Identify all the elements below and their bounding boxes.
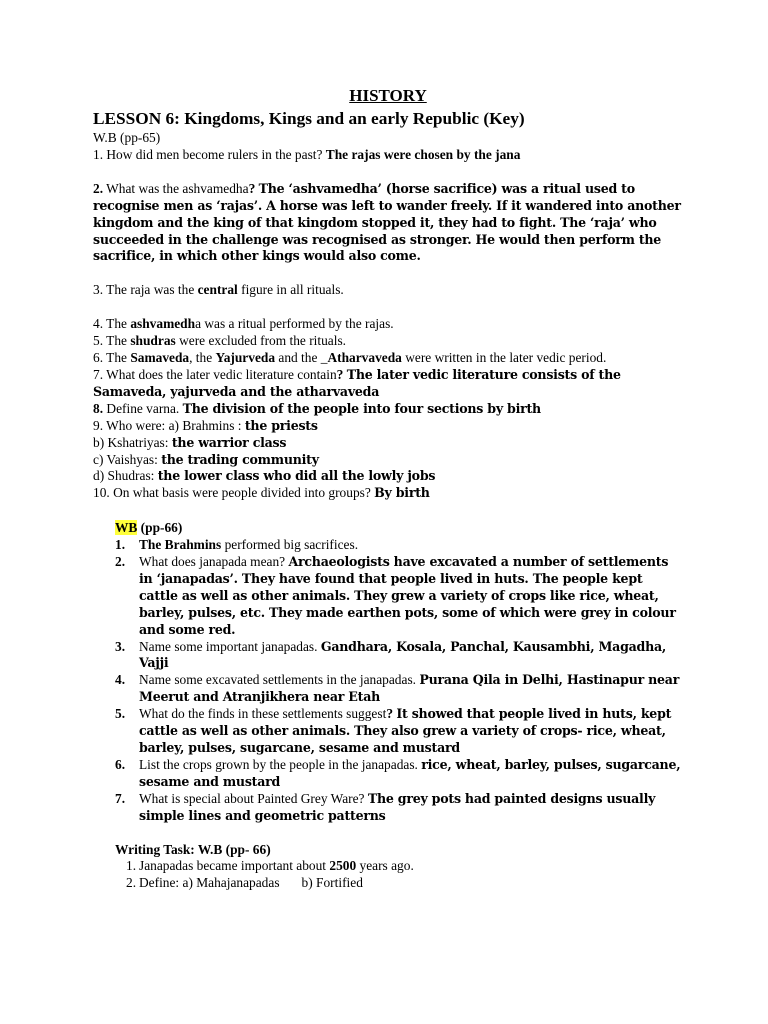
question-text: d) Shudras: bbox=[93, 468, 158, 484]
document-body bbox=[93, 86, 683, 892]
question-number: 2. bbox=[93, 180, 104, 196]
answer-text: the priests bbox=[244, 417, 318, 433]
question-mark: ? bbox=[336, 366, 347, 382]
question-4 bbox=[93, 316, 683, 333]
item-number: 7. bbox=[115, 790, 126, 806]
item-number: 1. bbox=[126, 858, 137, 874]
answer-text: central bbox=[197, 282, 238, 298]
highlighted-label: WB bbox=[115, 520, 138, 536]
question-text: 7. What does the later vedic literature contain bbox=[93, 366, 337, 382]
answer-text: Atharvaveda bbox=[327, 350, 402, 366]
section-page-ref: (pp-66) bbox=[137, 520, 183, 536]
question-text: and the _ bbox=[275, 350, 328, 366]
answer-text: rice, wheat, barley, pulses, sugarcane, sesame and mustard bbox=[139, 756, 681, 789]
list-item bbox=[93, 639, 683, 673]
question-text: What does janapada mean? bbox=[139, 554, 289, 570]
task-text: Janapadas became important about bbox=[139, 858, 330, 874]
answer-text: The rajas were chosen by the jana bbox=[325, 146, 521, 162]
answer-text: The ‘ashvamedha’ (horse sacrifice) was a ritual used to recognise men as ‘rajas’. A horse was left to wander freely. If it wandered into another kingdom and the king of that kingdom stopped it, they had to fight. The ‘raja’ who succeeded in the challenge was recognised as stronger. He would then perform the sacrifice, in which other kings would also come. bbox=[93, 180, 681, 264]
question-text: were written in the later vedic period. bbox=[401, 350, 607, 366]
question-text: performed big sacrifices. bbox=[221, 537, 359, 553]
item-number: 4. bbox=[115, 672, 126, 688]
list-item bbox=[93, 858, 683, 875]
question-text: What was the ashvamedha bbox=[103, 180, 249, 196]
answer-text: The grey pots had painted designs usually simple lines and geometric patterns bbox=[139, 790, 656, 823]
answer-text: 2500 bbox=[329, 858, 357, 874]
task-text: years ago. bbox=[356, 858, 414, 874]
question-number: 8. bbox=[93, 400, 104, 416]
item-number: 5. bbox=[115, 706, 126, 722]
question-mark: ? bbox=[386, 706, 397, 722]
list-item bbox=[93, 706, 683, 757]
question-9-d bbox=[93, 468, 683, 485]
lesson-heading: LESSON 6: Kingdoms, Kings and an early Republic (Key) bbox=[93, 109, 525, 128]
list-item bbox=[93, 791, 683, 825]
question-7 bbox=[93, 367, 683, 401]
list-item bbox=[93, 757, 683, 791]
page-title: HISTORY bbox=[349, 86, 427, 105]
question-text: List the crops grown by the people in the janapadas. bbox=[139, 756, 422, 772]
item-number: 2. bbox=[115, 554, 126, 570]
question-9-a bbox=[93, 418, 683, 435]
question-3 bbox=[93, 282, 683, 299]
list-item bbox=[93, 537, 683, 554]
question-text: 4. The bbox=[93, 316, 131, 332]
answer-text: ashvamedh bbox=[130, 316, 196, 332]
question-text: What do the finds in these settlements suggest bbox=[139, 706, 387, 722]
workbook-question-list bbox=[93, 537, 683, 824]
question-text: c) Vaishyas: bbox=[93, 451, 162, 467]
question-1 bbox=[93, 147, 683, 164]
answer-text: Gandhara, Kosala, Panchal, Kausambhi, Magadha, Vajji bbox=[139, 638, 667, 671]
answer-text: The Brahmins bbox=[139, 537, 222, 553]
answer-text: the trading community bbox=[161, 451, 319, 467]
question-text: 3. The raja was the bbox=[93, 282, 198, 298]
question-text: Define varna. bbox=[103, 400, 183, 416]
task-text: b) Fortified bbox=[301, 875, 363, 891]
answer-text: shudras bbox=[130, 333, 176, 349]
question-2 bbox=[93, 181, 683, 266]
answer-text: Purana Qila in Delhi, Hastinapur near Meerut and Atranjikhera near Etah bbox=[139, 672, 680, 705]
question-text: 1. How did men become rulers in the past? bbox=[93, 146, 326, 162]
workbook-section-heading bbox=[115, 520, 683, 537]
answer-text: the warrior class bbox=[171, 434, 287, 450]
answer-text: Samaveda bbox=[130, 350, 190, 366]
question-10 bbox=[93, 485, 683, 502]
question-text: 10. On what basis were people divided into groups? bbox=[93, 485, 375, 501]
answer-text: By birth bbox=[374, 485, 430, 501]
question-text: 5. The bbox=[93, 333, 131, 349]
writing-task-list bbox=[93, 858, 683, 892]
answer-text: The later vedic literature consists of the Samaveda, yajurveda and the atharvaveda bbox=[93, 366, 621, 399]
answer-text: It showed that people lived in huts, kept cattle as well as other animals. They also grew a variety of crops- rice, wheat, barley, pulses, sugarcane, sesame and mustard bbox=[139, 706, 672, 755]
question-5 bbox=[93, 333, 683, 350]
question-text: Name some important janapadas. bbox=[139, 638, 321, 654]
question-text: 6. The bbox=[93, 350, 131, 366]
task-text: Define: a) Mahajanapadas bbox=[139, 875, 280, 891]
answer-text: the lower class who did all the lowly jobs bbox=[157, 468, 436, 484]
question-6 bbox=[93, 350, 683, 367]
writing-task-heading: Writing Task: W.B (pp- 66) bbox=[115, 841, 271, 857]
question-9-c bbox=[93, 452, 683, 469]
question-text: figure in all rituals. bbox=[237, 282, 344, 298]
workbook-reference: W.B (pp-65) bbox=[93, 130, 161, 145]
question-text: were excluded from the rituals. bbox=[175, 333, 347, 349]
list-item bbox=[93, 554, 683, 639]
question-text: What is special about Painted Grey Ware? bbox=[139, 790, 368, 806]
answer-text: Archaeologists have excavated a number of settlements in ‘janapadas’. They have found that people lived in huts. The people kept cattle as well as other animals. They grew a variety of crops like rice, wheat, barley, pulses, etc. They made earthen pots, some of which were grey in colour and some red. bbox=[139, 554, 676, 637]
question-8 bbox=[93, 401, 683, 418]
item-number: 6. bbox=[115, 756, 126, 772]
list-item bbox=[93, 672, 683, 706]
list-item bbox=[93, 875, 683, 892]
item-number: 2. bbox=[126, 875, 137, 891]
question-text: Name some excavated settlements in the janapadas. bbox=[139, 672, 420, 688]
question-mark: ? bbox=[248, 180, 259, 196]
item-number: 3. bbox=[115, 638, 126, 654]
question-text: 9. Who were: a) Brahmins : bbox=[93, 417, 245, 433]
question-text: b) Kshatriyas: bbox=[93, 434, 172, 450]
answer-text: Yajurveda bbox=[215, 350, 276, 366]
answer-text: The division of the people into four sections by birth bbox=[182, 400, 541, 416]
question-9-b bbox=[93, 435, 683, 452]
question-text: , the bbox=[189, 350, 216, 366]
question-text: a was a ritual performed by the rajas. bbox=[195, 316, 394, 332]
item-number: 1. bbox=[115, 537, 126, 553]
